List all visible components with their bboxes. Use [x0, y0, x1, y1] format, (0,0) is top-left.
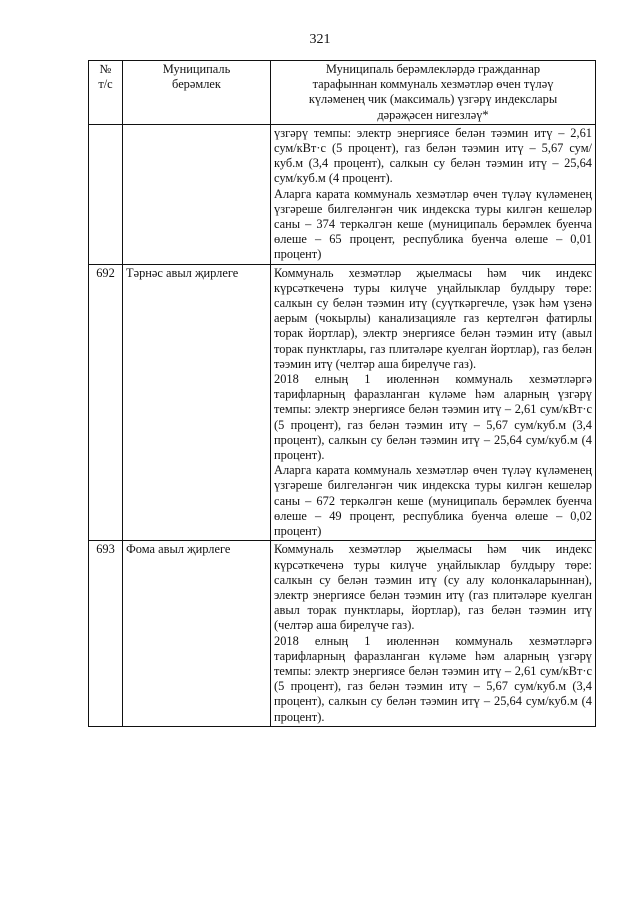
- header-municipality-line: берәмлек: [172, 77, 221, 92]
- header-indicators: [271, 61, 596, 125]
- row-number: 692: [89, 264, 123, 541]
- row-municipality: Фома авыл җирлеге: [123, 541, 271, 726]
- header-indicators-line: тарафыннан коммуналь хезмәтләр өчен түләү: [312, 77, 554, 92]
- header-indicators-line: күләменең чик (максималь) үзгәрү индекслары: [308, 92, 558, 107]
- header-municipality: [123, 61, 271, 125]
- header-municipality-line: Муниципаль: [162, 62, 231, 76]
- description-paragraph: 2018 елның 1 июленнән коммуналь хезмәтләргә тарифларның фаразланган күләме һәм аларның үзгәрү темпы: электр энергиясе белән тәэмин итү – 2,61 сум/кВт·с (5 процент), газ белән тәэмин итү – 5,67 сум/куб.м (3,4 процент), салкын су белән тәэмин итү – 25,64 сум/куб.м (4 процент).: [274, 372, 592, 463]
- header-indicators-line: Муниципаль берәмлекләрдә гражданнар: [325, 62, 541, 76]
- table-header-row: [89, 61, 596, 125]
- page-number: 321: [309, 32, 331, 47]
- description-paragraph: үзгәрү темпы: электр энергиясе белән тәэмин итү – 2,61 сум/кВт·с (5 процент), газ белән тәэмин итү – 5,67 сум/куб.м (3,4 процент), салкын су белән тәэмин итү – 25,64 сум/куб.м (4 процент).: [274, 125, 592, 186]
- table-row: [89, 124, 596, 264]
- description-paragraph: Аларга карата коммуналь хезмәтләр өчен түләү күләменең үзгәреше билгеләнгән чик индекска туры килгән кешеләр саны – 672 теркәлгән кеше (муниципаль берәмлек буенча өлеше – 49 процент, республика буенча өлеше – 0,02 процент): [274, 463, 592, 539]
- header-number-line: №: [99, 62, 112, 76]
- row-description: [271, 264, 596, 541]
- row-municipality: Тәрнәс авыл җирлеге: [123, 264, 271, 541]
- table-row: [89, 264, 596, 541]
- description-paragraph: Аларга карата коммуналь хезмәтләр өчен түләү күләменең үзгәреше билгеләнгән чик индекска туры килгән кешеләр саны – 374 теркәлгән кеше (муниципаль берәмлек буенча өлеше – 65 процент, республика буенча өлеше – 0,01 процент): [274, 186, 592, 262]
- table-row: [89, 541, 596, 726]
- row-description: [271, 124, 596, 264]
- header-number: [89, 61, 123, 125]
- municipal-indicators-table: [88, 60, 596, 727]
- header-indicators-line: дәрәҗәсен нигезләү*: [377, 107, 489, 122]
- row-municipality: [123, 124, 271, 264]
- row-number: 693: [89, 541, 123, 726]
- row-number: [89, 124, 123, 264]
- row-description: [271, 541, 596, 726]
- header-number-line: т/с: [98, 77, 113, 92]
- description-paragraph: Коммуналь хезмәтләр җыелмасы һәм чик индекс күрсәткеченә туры килүче уңайлыклар булдыру төре: салкын су белән тәэмин итү (су алу колонкаларыннан), электр энергиясе белән тәэмин итү (газ плитәләре куелган авыл торак пунктлары, йортлар), газ белән тәэмин итү (челтәр аша бирелүче газ).: [274, 542, 592, 633]
- description-paragraph: Коммуналь хезмәтләр җыелмасы һәм чик индекс күрсәткеченә туры килүче уңайлыклар булдыру төре: салкын су белән тәэмин итү (суүткәргечле, үзәк һәм үзенә аерым (чокырлы) канализацияле газ кертелгән фатирлы торак йортлар), электр энергиясе белән тәэмин итү (авыл торак пунктлары, газ плитәләре куелган йортлар), газ белән тәэмин итү (челтәр аша бирелүче газ).: [274, 265, 592, 371]
- description-paragraph: 2018 елның 1 июленнән коммуналь хезмәтләргә тарифларның фаразланган күләме һәм аларның үзгәрү темпы: электр энергиясе белән тәэмин итү – 2,61 сум/кВт·с (5 процент), газ белән тәэмин итү – 5,67 сум/куб.м (3,4 процент), салкын су белән тәэмин итү – 25,64 сум/куб.м (4 процент).: [274, 633, 592, 724]
